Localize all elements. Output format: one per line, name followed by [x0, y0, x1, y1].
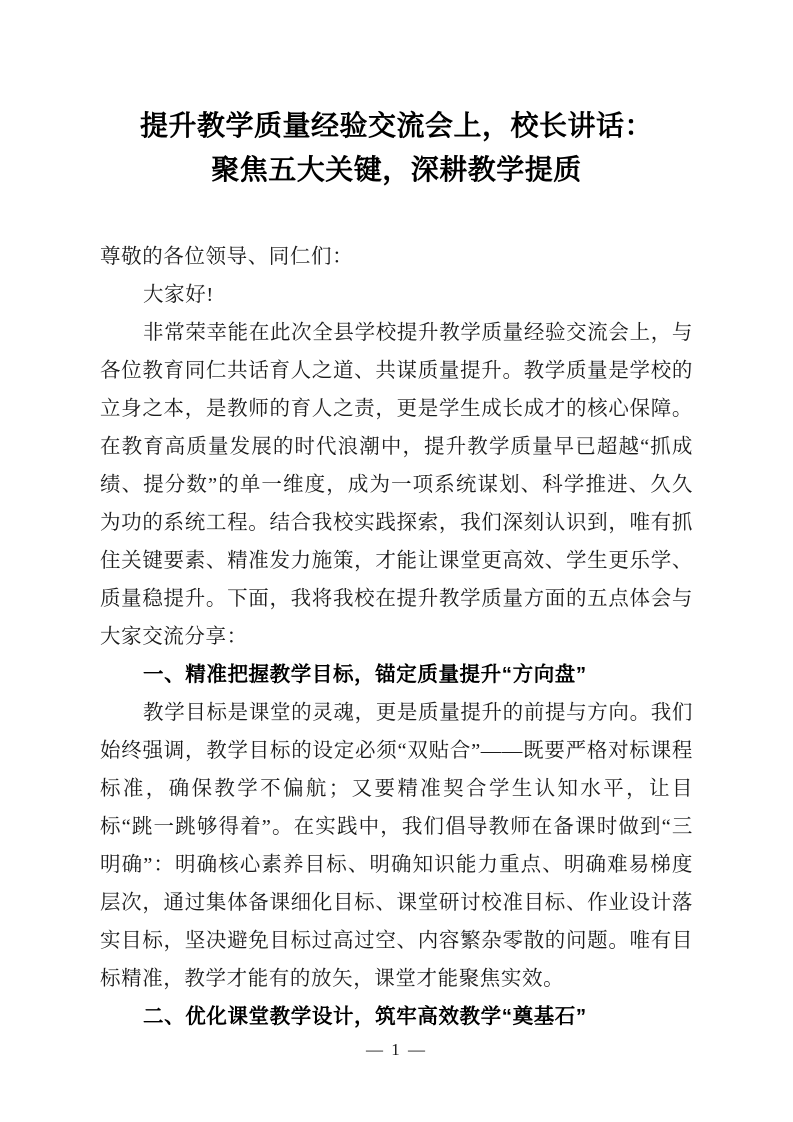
section-body-1: 教学目标是课堂的灵魂，更是质量提升的前提与方向。我们始终强调，教学目标的设定必须“双贴合”——既要严格对标课程标准，确保教学不偏航；又要精准契合学生认知水平，让目标“跳一跳够得着”。在实践中，我们倡导教师在备课时做到“三明确”：明确核心素养目标、明确知识能力重点、明确难易梯度层次，通过集体备课细化目标、课堂研讨校准目标、作业设计落实目标，坚决避免目标过高过空、内容繁杂零散的问题。唯有目标精准，教学才能有的放矢，课堂才能聚焦实效。 — [100, 702, 693, 990]
page-title-line-1: 提升教学质量经验交流会上，校长讲话： — [139, 110, 653, 141]
section-heading-1: 一、精准把握教学目标，锚定质量提升“方向盘” — [143, 663, 587, 686]
document-content — [100, 0, 693, 1036]
page-number-footer: — 1 — — [366, 1040, 427, 1059]
opening-paragraph: 非常荣幸能在此次全县学校提升教学质量经验交流会上，与各位教育同仁共话育人之道、共谋质量提升。教学质量是学校的立身之本，是教师的育人之责，更是学生成长成才的核心保障。在教育高质量发展的时代浪潮中，提升教学质量早已超越“抓成绩、提分数”的单一维度，成为一项系统谋划、科学推进、久久为功的系统工程。结合我校实践探索，我们深刻认识到，唯有抓住关键要素、精准发力施策，才能让课堂更高效、学生更乐学、质量稳提升。下面，我将我校在提升教学质量方面的五点体会与大家交流分享： — [100, 322, 693, 648]
page-title — [100, 0, 693, 192]
document-body — [100, 238, 693, 1036]
greeting: 大家好! — [143, 284, 214, 306]
section-heading-2: 二、优化课堂教学设计，筑牢高效教学“奠基石” — [143, 1005, 587, 1028]
salutation: 尊敬的各位领导、同仁们： — [100, 246, 354, 268]
page-title-line-2: 聚焦五大关键，深耕教学提质 — [211, 154, 582, 185]
